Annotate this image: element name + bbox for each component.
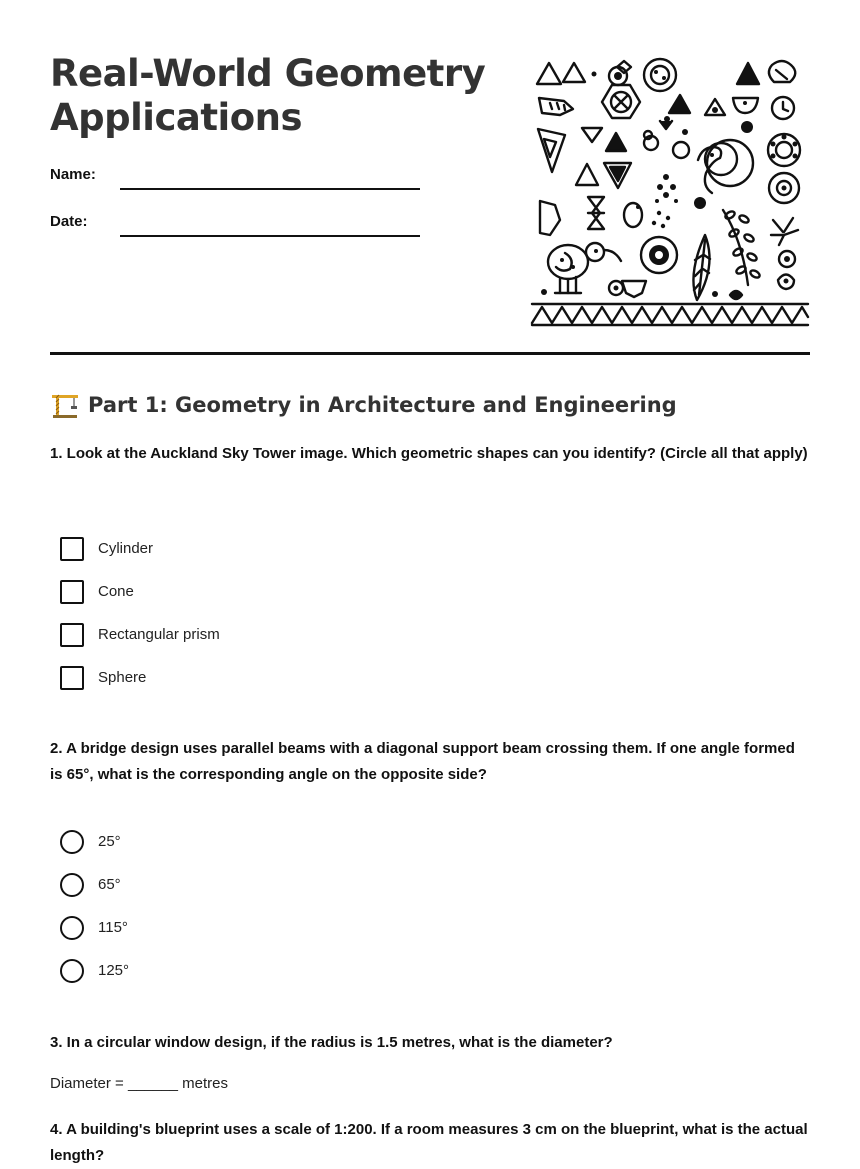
question-1-option[interactable]	[60, 613, 220, 656]
option-label: Cylinder	[98, 540, 154, 557]
option-label: 25°	[98, 833, 121, 850]
checkbox[interactable]	[60, 580, 84, 604]
section-1-heading	[50, 391, 677, 419]
question-2-option[interactable]	[60, 949, 129, 992]
radio-button[interactable]	[60, 830, 84, 854]
checkbox[interactable]	[60, 623, 84, 647]
maori-pattern-illustration	[530, 55, 812, 327]
question-2-text: 2. A bridge design uses parallel beams with a diagonal support beam crossing them. If one angle formed is 65°, what is the corresponding angle on the opposite side?	[50, 740, 795, 783]
name-label: Name:	[50, 166, 96, 183]
worksheet-page	[50, 0, 810, 1164]
question-2-options	[60, 820, 129, 992]
date-write-line[interactable]	[120, 235, 420, 237]
radio-button[interactable]	[60, 959, 84, 983]
worksheet-header	[50, 0, 810, 355]
question-2-option[interactable]	[60, 906, 129, 949]
date-label: Date:	[50, 213, 88, 230]
question-4-text: 4. A building's blueprint uses a scale of 1:200. If a room measures 3 cm on the blueprint, what is the actual length?	[50, 1121, 808, 1164]
question-1-option[interactable]	[60, 527, 220, 570]
name-field	[50, 166, 96, 183]
radio-button[interactable]	[60, 916, 84, 940]
question-1-option[interactable]	[60, 570, 220, 613]
question-1-options	[60, 527, 220, 699]
date-field	[50, 213, 88, 230]
title-line-1: Real-World Geometry	[50, 52, 486, 95]
construction-crane-icon	[50, 391, 80, 419]
title-line-2: Applications	[50, 96, 303, 139]
question-3-text: 3. In a circular window design, if the radius is 1.5 metres, what is the diameter?	[50, 1034, 613, 1051]
question-2-option[interactable]	[60, 863, 129, 906]
option-label: Sphere	[98, 669, 147, 686]
option-label: Cone	[98, 583, 134, 600]
question-1-option[interactable]	[60, 656, 220, 699]
name-write-line[interactable]	[120, 188, 420, 190]
option-label: Rectangular prism	[98, 626, 220, 643]
question-1-text: 1. Look at the Auckland Sky Tower image. Which geometric shapes can you identify? (Circle all that apply)	[50, 445, 808, 462]
option-label: 65°	[98, 876, 121, 893]
section-1-title: Part 1: Geometry in Architecture and Engineering	[88, 393, 677, 417]
question-2-option[interactable]	[60, 820, 129, 863]
radio-button[interactable]	[60, 873, 84, 897]
option-label: 115°	[98, 919, 128, 936]
checkbox[interactable]	[60, 537, 84, 561]
checkbox[interactable]	[60, 666, 84, 690]
question-3-answer-line[interactable]: Diameter = ______ metres	[50, 1075, 229, 1092]
page-title	[50, 52, 510, 140]
option-label: 125°	[98, 962, 130, 979]
